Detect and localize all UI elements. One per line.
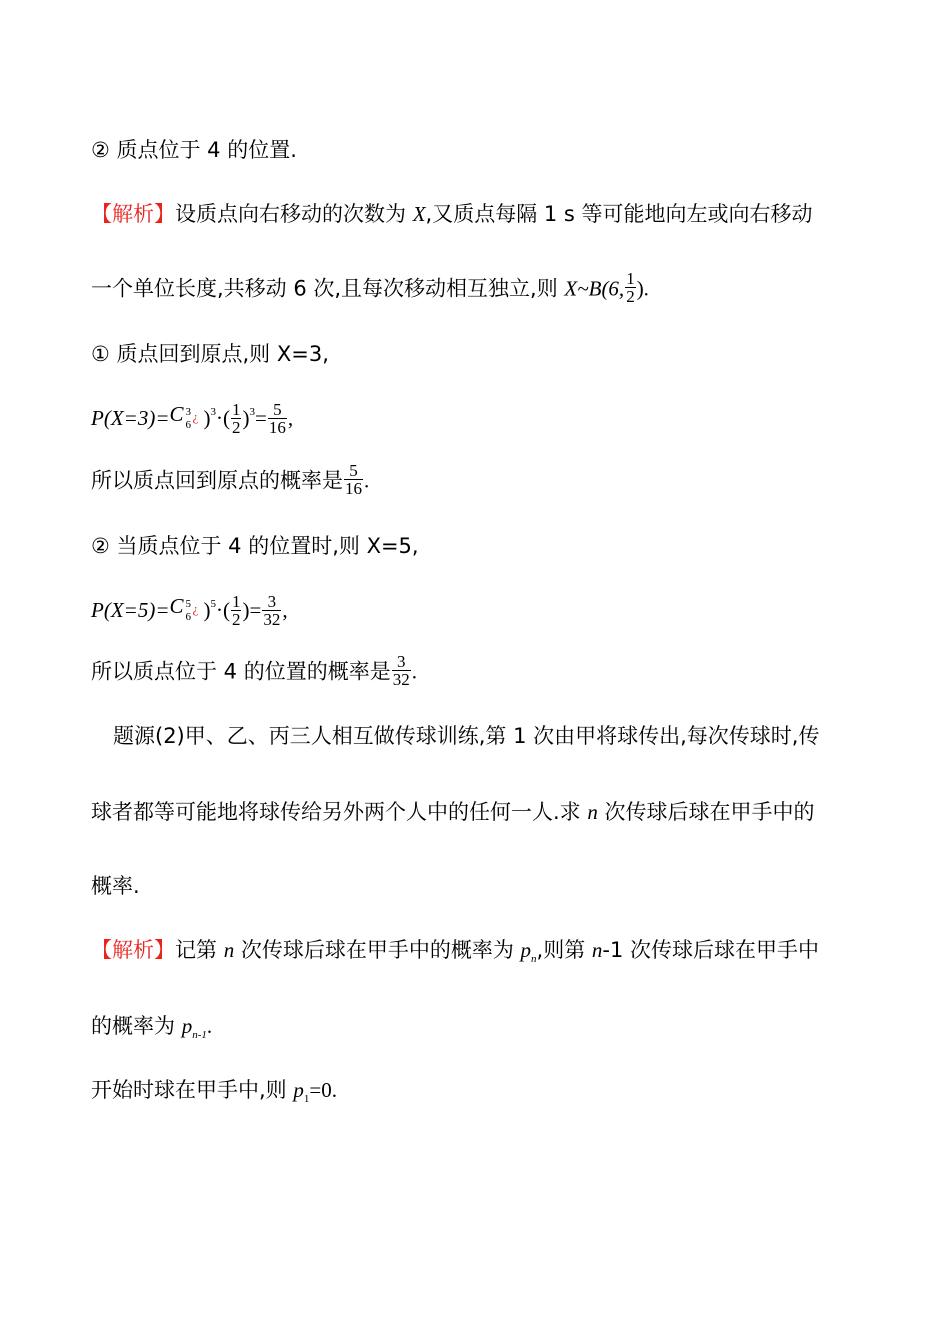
combination-subscript: 6 xyxy=(185,611,191,623)
circled-two-statement: ② 质点位于 4 的位置. xyxy=(91,138,297,162)
variable-n: n xyxy=(587,800,598,824)
fraction-denominator: 16 xyxy=(268,417,286,437)
fraction-result xyxy=(268,401,287,436)
case-one-line xyxy=(91,340,329,368)
solution2-line-1 xyxy=(91,936,819,973)
case-two-text: ② 当质点位于 4 的位置时,则 X=5, xyxy=(91,534,419,558)
problem-line-2 xyxy=(91,798,815,826)
text-segment: . xyxy=(364,468,370,493)
text-segment: )= xyxy=(242,598,262,622)
text-segment: ) xyxy=(203,598,211,622)
variable-p: p xyxy=(181,1014,193,1038)
text-segment: ·( xyxy=(215,598,230,622)
text-segment: 的概率为 xyxy=(91,1014,182,1038)
exponent: 3 xyxy=(210,406,216,418)
conclusion-line-2 xyxy=(91,652,417,690)
combination-superscript: 5 xyxy=(185,598,191,610)
conclusion-line-1 xyxy=(91,461,370,499)
variable-p: p xyxy=(293,1078,304,1102)
subscript: 1 xyxy=(303,1093,310,1106)
solution-line-1 xyxy=(91,200,813,228)
text-segment: 所以质点位于 4 的位置的概率是 xyxy=(91,659,391,684)
variable-p: p xyxy=(520,938,532,962)
fraction-half xyxy=(625,270,636,305)
text-segment: . xyxy=(411,659,417,684)
fraction-numerator: 1 xyxy=(231,591,241,611)
combination-c: C xyxy=(169,594,184,618)
fraction-half xyxy=(231,401,242,436)
fraction-numerator: 5 xyxy=(344,462,363,480)
text-segment: -1 次传球后球在甲手中 xyxy=(602,938,820,962)
fraction-half xyxy=(231,593,242,628)
fraction-result xyxy=(344,462,363,497)
solution-tag: 【解析】 xyxy=(91,202,175,226)
combination-symbol xyxy=(169,592,203,623)
variable-x: X xyxy=(412,202,426,226)
fraction-denominator: 32 xyxy=(392,670,410,689)
case-two-line xyxy=(91,532,419,560)
formula-lhs: P(X=3)= xyxy=(91,406,170,430)
exponent: 5 xyxy=(210,598,216,610)
solution2-line-3 xyxy=(91,1076,337,1113)
garbled-glyph: ¿ xyxy=(192,601,199,616)
text-segment: 设质点向右移动的次数为 xyxy=(175,202,413,226)
text-segment: = xyxy=(254,406,267,430)
text-segment: ) xyxy=(242,406,250,430)
text-segment: 记第 xyxy=(175,938,224,962)
case-one-text: ① 质点回到原点,则 X=3, xyxy=(91,342,329,366)
fraction-numerator: 5 xyxy=(268,401,287,419)
combination-subscript: 6 xyxy=(185,419,191,431)
problem-line-1 xyxy=(113,722,819,750)
combination-c: C xyxy=(169,402,184,426)
text-segment: 次传球后球在甲手中的概率为 xyxy=(234,938,521,962)
fraction-result xyxy=(262,593,281,628)
formula-lhs: P(X=5)= xyxy=(91,598,170,622)
text-segment: =0. xyxy=(309,1078,337,1102)
formula-line-1 xyxy=(91,400,293,438)
combination-symbol xyxy=(169,400,203,431)
fraction-denominator: 2 xyxy=(231,609,241,629)
variable-n: n xyxy=(223,938,235,962)
exponent: 3 xyxy=(249,406,255,418)
fraction-denominator: 2 xyxy=(626,287,635,306)
problem-line-3 xyxy=(91,872,140,900)
fraction-numerator: 1 xyxy=(626,269,635,288)
combination-superscript: 3 xyxy=(185,406,191,418)
text-segment: ·( xyxy=(215,406,230,430)
binomial-expression: X~B(6, xyxy=(564,276,625,301)
fraction-denominator: 2 xyxy=(231,417,241,437)
problem-text: 题源(2)甲、乙、丙三人相互做传球训练,第 1 次由甲将球传出,每次传球时,传 xyxy=(113,724,820,748)
text-segment: . xyxy=(206,1014,213,1038)
solution-tag: 【解析】 xyxy=(91,938,175,962)
text-segment: ,又质点每隔 1 s 等可能地向左或向右移动 xyxy=(425,202,813,226)
text-segment: 次传球后球在甲手中的 xyxy=(597,800,815,824)
text-line-1 xyxy=(91,136,297,164)
fraction-numerator: 3 xyxy=(392,653,411,671)
problem-text: 概率. xyxy=(91,874,140,898)
fraction-denominator: 32 xyxy=(263,609,281,629)
variable-n: n xyxy=(591,938,603,962)
text-segment: ) xyxy=(203,406,211,430)
fraction-denominator: 16 xyxy=(345,479,362,498)
text-segment: 一个单位长度,共移动 6 次,且每次移动相互独立,则 xyxy=(91,276,565,301)
text-segment: , xyxy=(287,406,294,430)
fraction-result xyxy=(392,653,411,688)
text-segment: ). xyxy=(636,276,649,301)
fraction-numerator: 3 xyxy=(262,593,281,611)
text-segment: 开始时球在甲手中,则 xyxy=(91,1078,294,1102)
solution-line-2 xyxy=(91,269,649,307)
text-segment: 球者都等可能地将球传给另外两个人中的任何一人.求 xyxy=(91,800,588,824)
text-segment: ,则第 xyxy=(536,938,592,962)
subscript: n xyxy=(531,953,537,966)
garbled-glyph: ¿ xyxy=(192,409,199,424)
formula-line-2 xyxy=(91,592,288,630)
fraction-numerator: 1 xyxy=(231,399,241,419)
text-segment: 所以质点回到原点的概率是 xyxy=(91,468,343,493)
text-segment: , xyxy=(282,598,288,622)
solution2-line-2 xyxy=(91,1012,212,1049)
subscript: n-1 xyxy=(192,1029,207,1042)
